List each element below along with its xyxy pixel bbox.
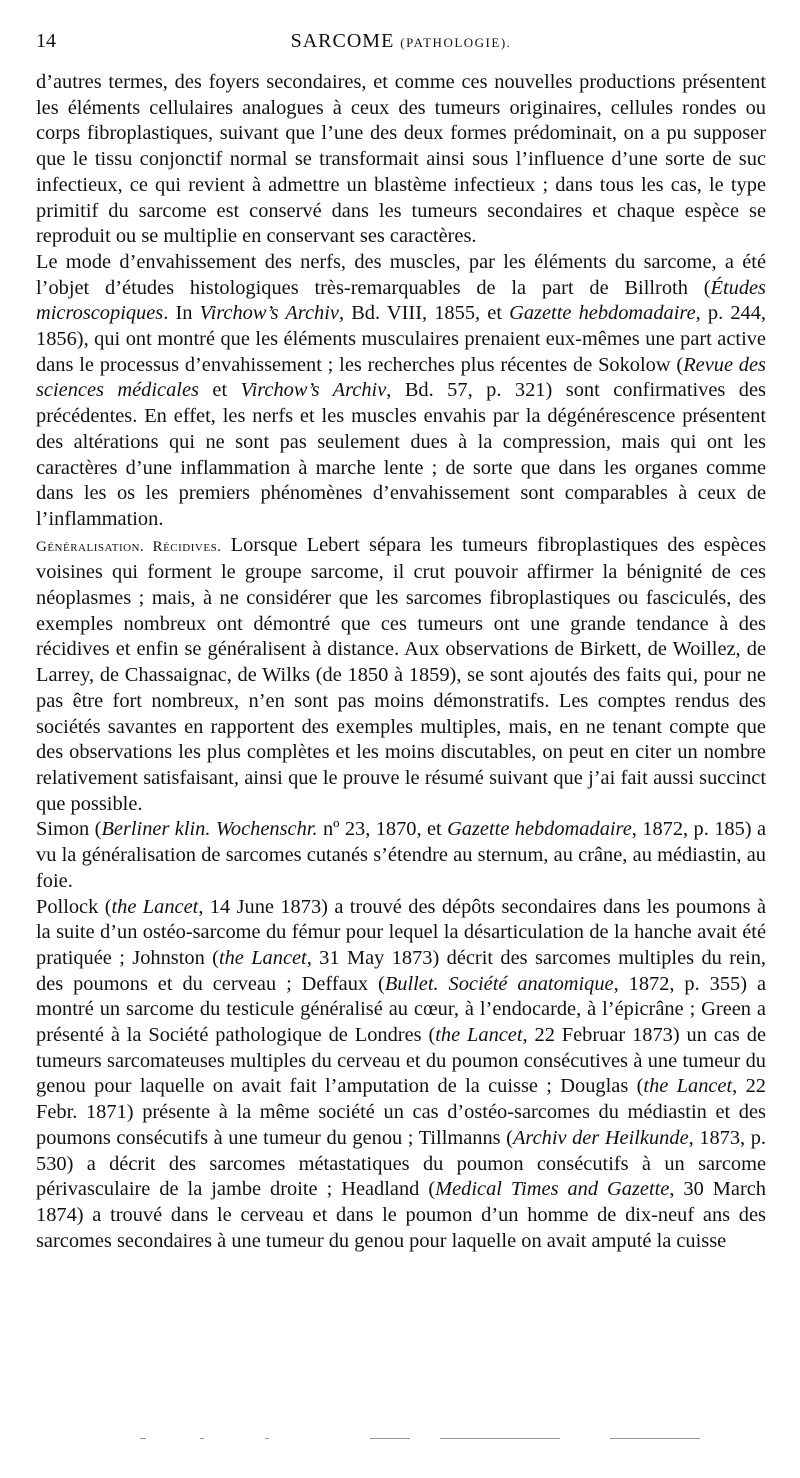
text-run: , Bd. VIII, 1855, et bbox=[338, 302, 510, 325]
text-run: , 1872, p. 185) a vu la généralisation de sarcomes cutanés s’étendre au sternum, au crâne, au médiastin, au foie. bbox=[36, 818, 766, 892]
text-run: Le mode d’envahissement des nerfs, des muscles, par les éléments du sarcome, a été l’objet d’études histologiques très-remarquables de la part de Billroth ( bbox=[36, 250, 766, 299]
italic-citation: the Lancet bbox=[643, 1075, 733, 1098]
italic-citation: Virchow’s Archiv bbox=[199, 302, 339, 325]
italic-citation: the Lancet bbox=[435, 1024, 523, 1047]
body-paragraph bbox=[36, 70, 766, 250]
italic-citation: the Lancet bbox=[218, 946, 307, 969]
text-run: , 1873, p. 530) a décrit des sarcomes métastatiques du poumon consécutifs à un sarcome périvasculaire de la jambe droite ; Headland ( bbox=[36, 1126, 766, 1201]
text-run: Lorsque Lebert sépara les tumeurs fibroplastiques des espèces voisines qui forment le groupe sarcome, il crut pouvoir affirmer la bénignité de ces néoplasmes ; mais, à ne considérer que les sarcomes fibroplastiques ou fasciculés, des exemples nombreux ont démontré que ces tumeurs ont une grande tendance à des récidives et enfin se généralisent à distance. Aux observations de Birkett, de Woillez, de Larrey, de Chassaignac, de Wilks (de 1850 à 1859), se sont ajoutés des faits qui, pour ne pas être fort nombreux, n’en sont pas moins démonstratifs. Les comptes rendus des sociétés savantes en rapportent des exemples multiples, mais, en ne tenant compte que des observations les plus complètes et les moins discutables, on peut en citer un nombre relativement satisfaisant, ainsi que le prouve le résumé suivant que j’ai fait aussi succinct que possible. bbox=[36, 533, 767, 815]
italic-citation: the Lancet bbox=[111, 895, 199, 918]
body-paragraph bbox=[36, 533, 766, 818]
italic-citation: Berliner klin. Wochenschr. bbox=[101, 818, 318, 841]
text-run: . In bbox=[163, 302, 200, 325]
text-run: , 1872, p. 355) a montré un sarcome du testicule généralisé au cœur, à l’endocarde, à l’épicrâne ; Green a présenté à la Société pathologique de Londres ( bbox=[36, 972, 767, 1047]
text-run: , 30 March 1874) a trouvé dans le cerveau et dans le poumon d’un homme de dix-neuf ans des sarcomes secondaires à une tumeur du genou pour laquelle on avait amputé la cuisse bbox=[36, 1178, 766, 1252]
italic-citation: Études microscopiques bbox=[36, 276, 766, 325]
text-run: d’autres termes, des foyers secondaires, et comme ces nouvelles productions présentent les éléments cellulaires analogues à ceux des tumeurs originaires, cellules rondes ou corps fibroplastiques, suivant que l’une des deux formes prédominait, on a pu supposer que le tissu conjonctif normal se transformait ainsi sous l’influence d’une sorte de suc infectieux, ce qui revient à admettre un blastème infectieux ; dans tous les cas, le type primitif du sarcome est conservé dans les tumeurs secondaires et chaque espèce se reproduit ou se multiplie en conservant ses caractères. bbox=[36, 71, 766, 248]
italic-citation: Gazette hebdomadaire bbox=[509, 302, 696, 325]
text-run: Simon ( bbox=[36, 818, 102, 841]
page-body bbox=[36, 70, 766, 1254]
text-run: , 22 Februar 1873) un cas de tumeurs sarcomateuses multiples du cerveau et du poumon consécutives à une tumeur du genou pour laquelle on avait fait l’amputation de la cuisse ; Douglas ( bbox=[36, 1024, 766, 1098]
text-run: nº 23, 1870, et bbox=[317, 818, 448, 841]
body-paragraph bbox=[36, 895, 766, 1255]
italic-citation: Gazette hebdomadaire bbox=[447, 818, 632, 841]
italic-citation: Virchow’s Archiv bbox=[240, 379, 387, 402]
text-run: , 31 May 1873) décrit des sarcomes multiples du rein, des poumons et du cerveau ; Deffaux ( bbox=[36, 946, 766, 995]
text-run: , p. 244, 1856), qui ont montré que les éléments musculaires prenaient eux-mêmes une part active dans le processus d’envahissement ; les recherches plus récentes de Sokolow ( bbox=[36, 302, 767, 376]
text-run: , 22 Febr. 1871) présente à la même société un cas d’ostéo-sarcomes du médiastin et des poumons consécutifs à une tumeur du genou ; Tillmanns ( bbox=[36, 1075, 766, 1149]
running-header bbox=[36, 30, 766, 70]
italic-citation: Archiv der Heilkunde bbox=[512, 1126, 689, 1149]
running-title-sub: (PATHOLOGIE). bbox=[400, 35, 512, 50]
italic-citation: Medical Times and Gazette bbox=[435, 1178, 670, 1201]
bottom-scan-marks bbox=[140, 1438, 760, 1440]
italic-citation: Revue des sciences médicales bbox=[36, 353, 766, 402]
running-title bbox=[76, 30, 766, 53]
body-paragraph bbox=[36, 250, 766, 533]
text-run: Pollock ( bbox=[36, 895, 112, 918]
text-run: , 14 June 1873) a trouvé des dépôts secondaires dans les poumons à la suite d’un ostéo-sarcome du fémur pour lequel la désarticulation de la hanche avait été pratiquée ; Johnston ( bbox=[36, 895, 766, 969]
page-number: 14 bbox=[36, 30, 56, 52]
body-paragraph bbox=[36, 817, 766, 894]
running-title-main: SARCOME bbox=[290, 30, 395, 52]
text-run: , Bd. 57, p. 321) sont confirmatives des précédentes. En effet, les nerfs et les muscles envahis par la dégénérescence présentent des altérations qui ne sont pas seulement dues à la compression, mais qui ont les caractères d’une inflammation à marche lente ; de sorte que dans les organes comme dans les os les premiers phénomènes d’envahissement sont comparables à ceux de l’inflammation. bbox=[36, 379, 766, 530]
text-run: et bbox=[198, 379, 241, 402]
section-heading: Généralisation. Récidives. bbox=[36, 538, 222, 555]
italic-citation: Bullet. Société anatomique bbox=[384, 972, 614, 995]
